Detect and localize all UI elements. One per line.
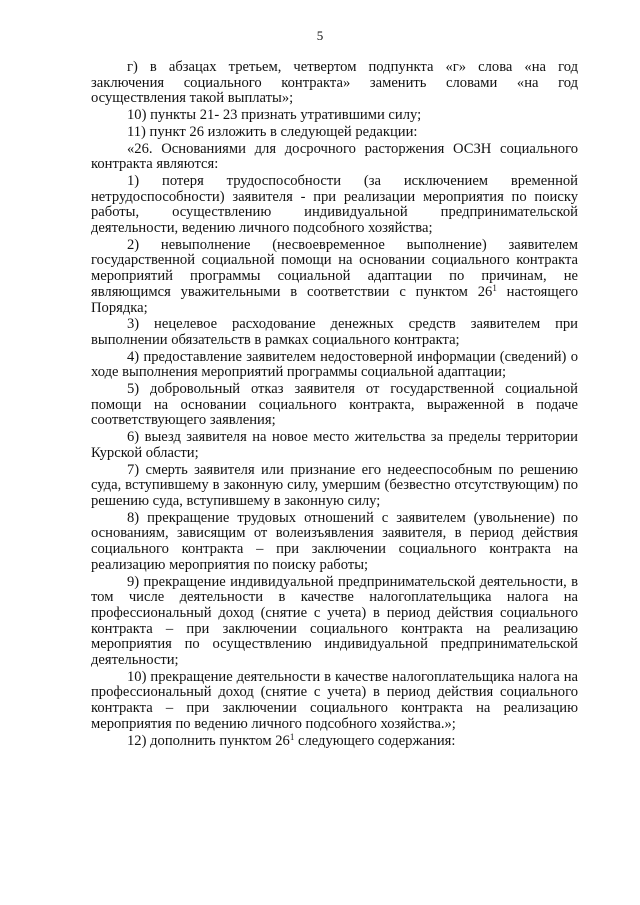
- paragraph-item-11: 11) пункт 26 изложить в следующей редакции:: [127, 123, 418, 140]
- list-item-4: 4) предоставление заявителем недостоверной информации (сведений) о ходе выполнения мероприятий программы социальной адаптации;: [91, 348, 578, 381]
- list-item-2: 2) невыполнение (несвоевременное выполнение) заявителем государственной социальной помощи на основании социального контракта мероприятий программы социальной адаптации по причинам, не являющимся уважительными в соответствии с пунктом $26^1$ настоящего Порядка;: [91, 236, 579, 316]
- page-number: 5: [316, 28, 324, 43]
- superscript-mark: 1: [492, 282, 497, 293]
- list-item-6: 6) выезд заявителя на новое место жительства за пределы территории Курской области;: [91, 429, 578, 461]
- superscript-mark: 1: [289, 731, 295, 742]
- list-item-5: 5) добровольный отказ заявителя от государственной социальной помощи на основании социального контракта, выраженной в подаче соответствующего заявления;: [91, 381, 578, 429]
- paragraph-clause-26-intro: «26. Основаниями для досрочного расторжения ОСЗН социального контракта являются:: [91, 140, 578, 173]
- paragraph-item-12: 12) дополнить пунктом $26^1$ следующего содержания:: [127, 731, 456, 749]
- paragraph-amendment-g: г) в абзацах третьем, четвертом подпункта «г» слова «на год заключения социального контракта» заменить словами «на год осуществления такой выплаты»;: [91, 59, 578, 107]
- list-item-7: 7) смерть заявителя или признание его недееспособным по решению суда, вступившему в законную силу, умершим (безвестно отсутствующим) по решению суда, вступившему в законную силу;: [91, 461, 578, 509]
- list-item-1: 1) потеря трудоспособности (за исключением временной нетрудоспособности) заявителя - при реализации мероприятия по поиску работы, осуществлению индивидуальной предпринимательской деятельности, ведению личного подсобного хозяйства;: [91, 172, 578, 237]
- list-item-3: 3) нецелевое расходование денежных средств заявителем при выполнении обязательств в рамках социального контракта;: [91, 316, 578, 348]
- list-item-9: 9) прекращение индивидуальной предпринимательской деятельности, в том числе деятельности в качестве налогоплательщика налога на профессиональный доход (снятие с учета) в период действия социального контракта – при заключении социального контракта на реализацию мероприятия по осуществлению индивидуальной предпринимательской деятельности;: [91, 573, 578, 669]
- list-item-8: 8) прекращение трудовых отношений с заявителем (увольнение) по основаниям, зависящим от волеизъявления заявителя, в период действия социального контракта – при заключении социального контракта на реализацию мероприятия по поиску работы;: [91, 509, 578, 573]
- list-item-10: 10) прекращение деятельности в качестве налогоплательщика налога на профессиональный доход (снятие с учета) в период действия социального контракта – при заключении социального контракта на реализацию мероприятия по ведению личного подсобного хозяйства.»;: [91, 668, 578, 732]
- document-body: [91, 60, 578, 749]
- paragraph-item-10: 10) пункты 21- 23 признать утратившими силу;: [127, 107, 422, 124]
